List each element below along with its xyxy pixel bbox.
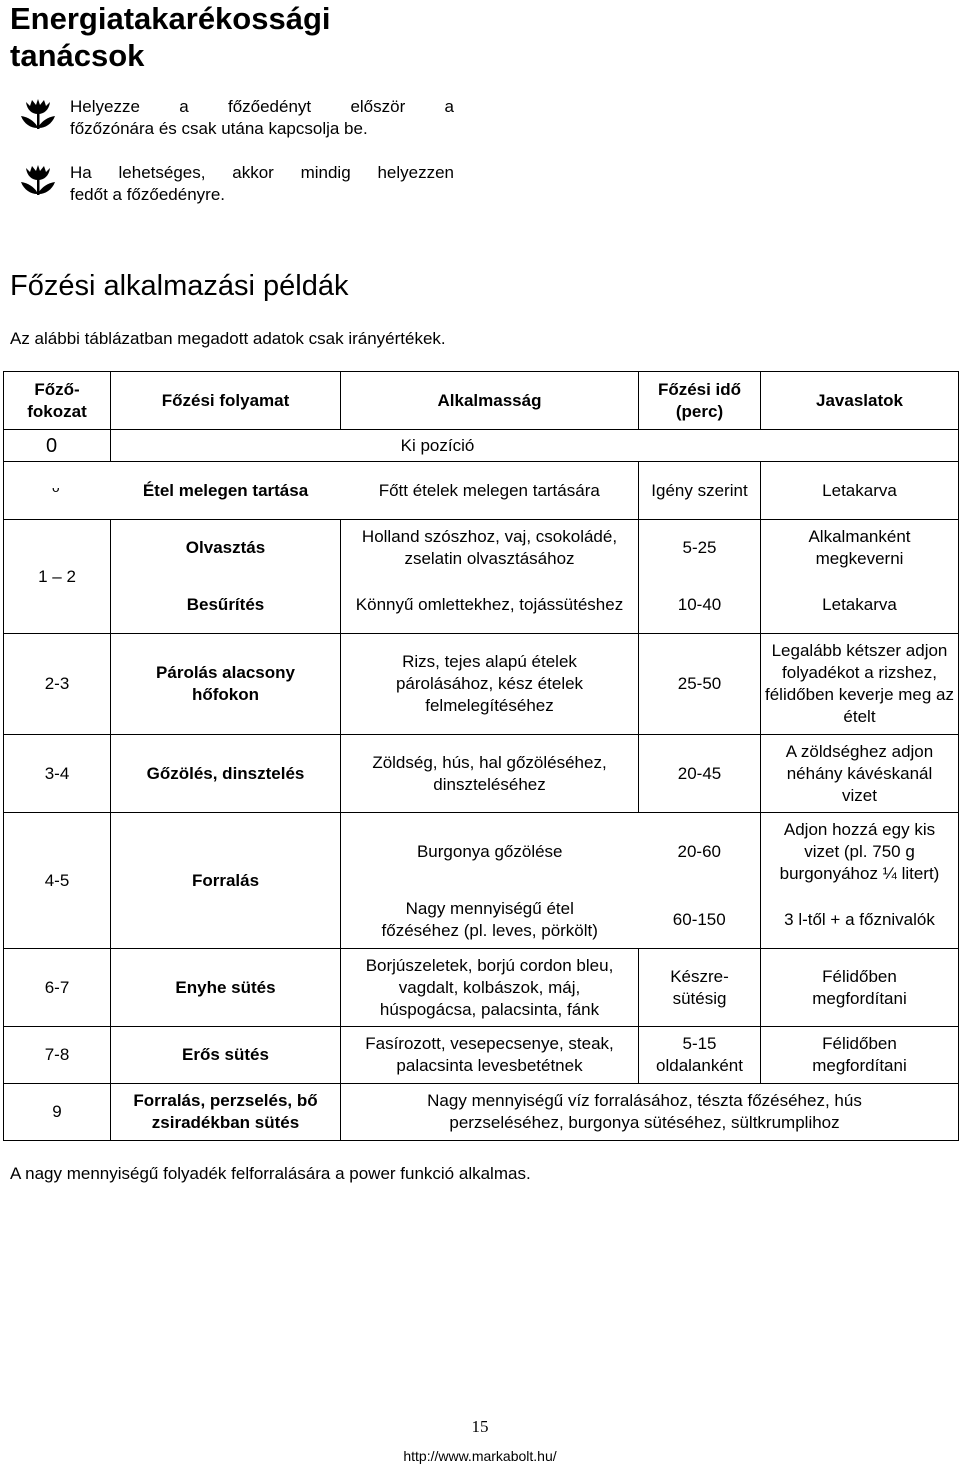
page-number: 15 [471, 1417, 489, 1436]
table-row [4, 634, 959, 735]
table-row [4, 430, 959, 462]
suitability-cell: Burgonya gőzölése [341, 813, 639, 892]
tip-cell: Adjon hozzá egy kis vizet (pl. 750 g burgonyához ¼ litert) [761, 813, 959, 892]
tip-cell: Letakarva [761, 577, 959, 634]
process-cell: Olvasztás [111, 520, 341, 577]
tip-1-line-1: Helyezze a főzőedényt először a [70, 97, 454, 116]
process-cell: Gőzölés, dinsztelés [111, 735, 341, 813]
suitability-cell: Rizs, tejes alapú ételek párolásához, kész ételek felmelegítéséhez [341, 634, 639, 735]
table-row [4, 813, 959, 892]
suitability-cell: Zöldség, hús, hal gőzöléséhez, dinszteléséhez [341, 735, 639, 813]
table-row [4, 520, 959, 577]
off-text: Ki pozíció [111, 430, 959, 462]
flower-icon [18, 98, 58, 132]
time-cell: Készre-sütésig [639, 949, 761, 1027]
process-cell: Forralás [111, 813, 341, 949]
intro-text: Az alábbi táblázatban megadott adatok csak irányértékek. [10, 329, 446, 348]
warm-suitability: Főtt ételek melegen tartására [341, 462, 639, 520]
off-symbol: 0 [4, 430, 111, 462]
level-cell: 4-5 [4, 813, 111, 949]
table-row [4, 735, 959, 813]
level-cell: 3-4 [4, 735, 111, 813]
tip-cell: A zöldséghez adjon néhány kávéskanál vizet [761, 735, 959, 813]
warm-time: Igény szerint [639, 462, 761, 520]
flower-icon [18, 164, 58, 198]
time-cell: 10-40 [639, 577, 761, 634]
suitability-cell: Nagy mennyiségű étel főzéséhez (pl. leves, pörkölt) [341, 892, 639, 949]
warm-symbol: ᵕ [4, 462, 111, 520]
suitability-cell: Holland szószhoz, vaj, csokoládé, zselatin olvasztásához [341, 520, 639, 577]
level-cell: 1 – 2 [4, 520, 111, 634]
page-title: Energiatakarékossági tanácsok [10, 1, 331, 73]
time-cell: 5-15 oldalanként [639, 1027, 761, 1084]
time-cell: 20-45 [639, 735, 761, 813]
table-header-row [4, 372, 959, 430]
footnote: A nagy mennyiségű folyadék felforralására a power funkció alkalmas. [10, 1164, 531, 1183]
cooking-table [3, 371, 959, 1141]
section-title: Főzési alkalmazási példák [10, 270, 349, 302]
warm-process: Étel melegen tartása [111, 462, 341, 520]
process-cell: Besűrítés [111, 577, 341, 634]
header-process: Főzési folyamat [111, 372, 341, 430]
tip-cell: 3 l-től + a főznivalók [761, 892, 959, 949]
table-row [4, 1027, 959, 1084]
time-cell: 20-60 [639, 813, 761, 892]
footer-url: http://www.markabolt.hu/ [403, 1448, 557, 1464]
header-time: Főzési idő (perc) [639, 372, 761, 430]
time-cell: 5-25 [639, 520, 761, 577]
suitability-cell: Fasírozott, vesepecsenye, steak, palacsinta levesbetétnek [341, 1027, 639, 1084]
level-cell: 7-8 [4, 1027, 111, 1084]
warm-tip: Letakarva [761, 462, 959, 520]
tip-cell: Legalább kétszer adjon folyadékot a rizshez, félidőben keverje meg az ételt [761, 634, 959, 735]
tip-2-line-1: Ha lehetséges, akkor mindig helyezzen [70, 163, 454, 182]
level-cell: 9 [4, 1084, 111, 1141]
suitability-cell: Borjúszeletek, borjú cordon bleu, vagdalt, kolbászok, máj, húspogácsa, palacsinta, fánk [341, 949, 639, 1027]
process-cell: Enyhe sütés [111, 949, 341, 1027]
level-cell: 6-7 [4, 949, 111, 1027]
r9-text-cell: Nagy mennyiségű víz forralásához, tészta főzéséhez, hús perzseléséhez, burgonya sütéséhez, sültkrumplihoz [341, 1084, 959, 1141]
suitability-cell: Könnyű omlettekhez, tojássütéshez [341, 577, 639, 634]
table-row [4, 577, 959, 634]
level-cell: 2-3 [4, 634, 111, 735]
time-cell: 60-150 [639, 892, 761, 949]
tip-cell: Alkalmanként megkeverni [761, 520, 959, 577]
tip-cell: Félidőben megfordítani [761, 1027, 959, 1084]
table-row [4, 1084, 959, 1141]
tip-1-line-2: főzőzónára és csak utána kapcsolja be. [70, 119, 368, 138]
tip-2-line-2: fedőt a főzőedényre. [70, 185, 226, 204]
header-level: Főző-fokozat [4, 372, 111, 430]
header-tips: Javaslatok [761, 372, 959, 430]
table-row [4, 462, 959, 520]
process-cell: Forralás, perzselés, bő zsiradékban sütés [111, 1084, 341, 1141]
process-cell: Erős sütés [111, 1027, 341, 1084]
table-row [4, 949, 959, 1027]
header-suitability: Alkalmasság [341, 372, 639, 430]
process-cell: Párolás alacsony hőfokon [111, 634, 341, 735]
tip-cell: Félidőben megfordítani [761, 949, 959, 1027]
time-cell: 25-50 [639, 634, 761, 735]
